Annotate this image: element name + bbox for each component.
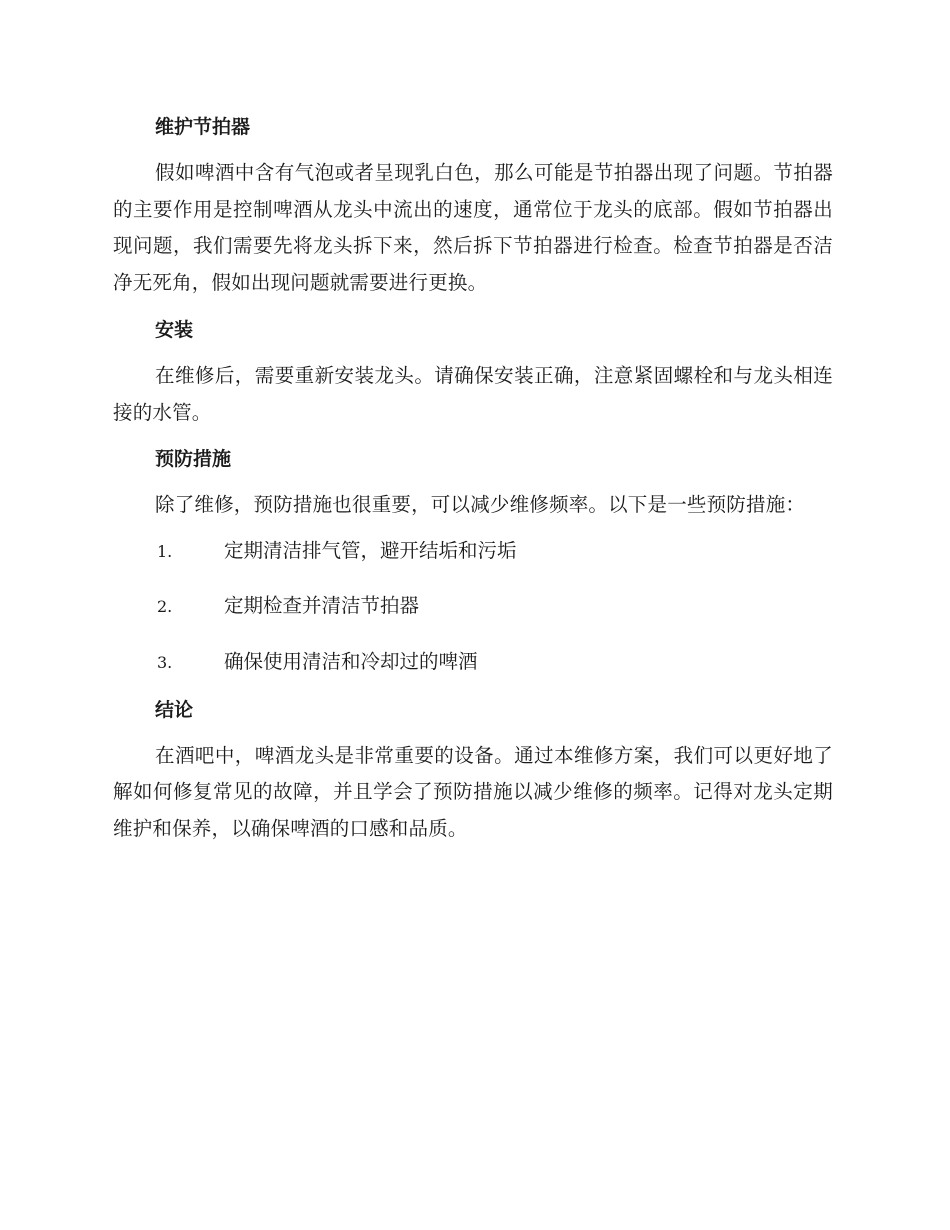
list-text: 定期清洁排气管，避开结垢和污垢 bbox=[224, 538, 517, 562]
list-number: 2. bbox=[157, 597, 173, 617]
list-item bbox=[113, 644, 833, 682]
section-heading: 维护节拍器 bbox=[155, 116, 251, 138]
list-item bbox=[113, 533, 833, 571]
list-number: 1. bbox=[157, 541, 173, 561]
body-paragraph: 在维修后，需要重新安装龙头。请确保安装正确，注意紧固螺栓和与龙头相连接的水管。 bbox=[113, 363, 833, 424]
list-text: 确保使用清洁和冷却过的啤酒 bbox=[224, 649, 478, 673]
body-paragraph: 假如啤酒中含有气泡或者呈现乳白色，那么可能是节拍器出现了问题。节拍器的主要作用是控制啤酒从龙头中流出的速度，通常位于龙头的底部。假如节拍器出现问题，我们需要先将龙头拆下来，然后拆下节拍器进行检查。检查节拍器是否洁净无死角，假如出现问题就需要进行更换。 bbox=[113, 161, 833, 295]
prevention-list bbox=[113, 533, 833, 682]
list-item bbox=[113, 588, 833, 626]
list-text: 定期检查并清洁节拍器 bbox=[224, 594, 420, 618]
body-paragraph: 在酒吧中，啤酒龙头是非常重要的设备。通过本维修方案，我们可以更好地了解如何修复常见的故障，并且学会了预防措施以减少维修的频率。记得对龙头定期维护和保养，以确保啤酒的口感和品质。 bbox=[113, 743, 833, 841]
section-heading: 安装 bbox=[155, 318, 194, 341]
section-prevention bbox=[113, 440, 833, 681]
section-heading: 结论 bbox=[155, 698, 194, 721]
section-heading: 预防措施 bbox=[155, 448, 232, 471]
body-paragraph: 除了维修，预防措施也很重要，可以减少维修频率。以下是一些预防措施： bbox=[155, 493, 806, 517]
section-metronome-maintenance bbox=[113, 108, 833, 302]
document-page bbox=[113, 108, 833, 857]
section-conclusion bbox=[113, 691, 833, 848]
list-number: 3. bbox=[157, 652, 173, 672]
section-installation bbox=[113, 311, 833, 431]
